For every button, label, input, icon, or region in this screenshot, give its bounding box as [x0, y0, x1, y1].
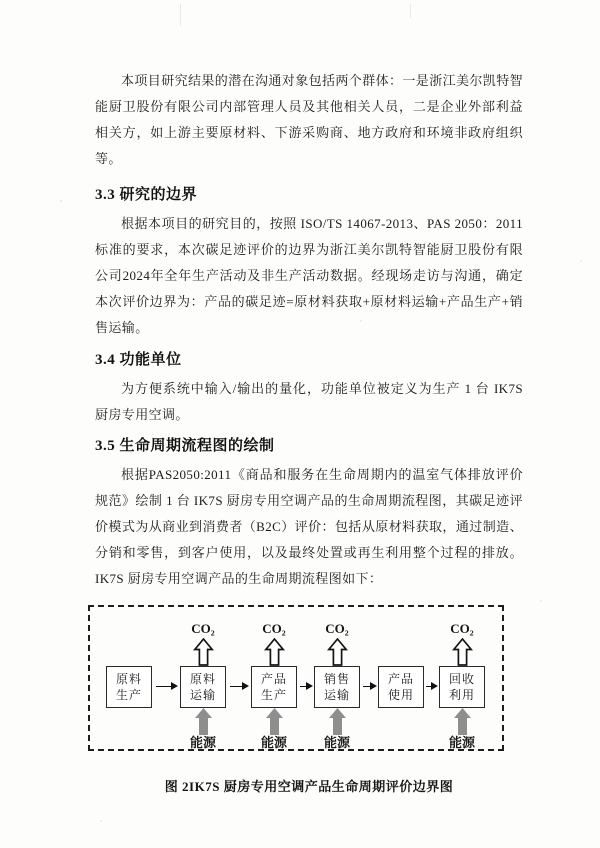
- flow-arrow-2-3: [230, 682, 249, 691]
- process-box-recycling: [439, 666, 485, 708]
- process-box-product-production: [251, 666, 297, 708]
- box-label-line: 使用: [387, 688, 414, 702]
- box-label-line: 利用: [448, 688, 475, 702]
- intro-paragraph: 本项目研究结果的潜在沟通对象包括两个群体：一是浙江美尔凯特智能厨卫股份有限公司内部管理人员及其他相关人员，二是企业外部利益相关方，如上游主要原材料、下游采购商、地方政府和环境非政府组织等。: [95, 73, 524, 166]
- energy-label: 能源: [189, 735, 216, 750]
- co2-up-arrow-icon: [193, 638, 214, 666]
- co2-up-arrow-icon: [452, 638, 473, 666]
- energy-input-group: [244, 708, 304, 754]
- energy-slot-empty: [99, 708, 159, 754]
- co2-slot-empty: [371, 607, 431, 666]
- energy-input-group: [432, 708, 492, 754]
- box-label-line: 销售: [323, 672, 350, 686]
- scan-noise: [60, 200, 62, 202]
- stage-raw-material-transport: [181, 607, 225, 754]
- energy-input-group: [307, 708, 367, 754]
- box-label-line: 原料: [189, 672, 216, 686]
- energy-label: 能源: [448, 735, 475, 750]
- co2-label: CO₂: [450, 621, 474, 636]
- energy-up-arrow-icon: [265, 708, 284, 735]
- co2-label: CO₂: [191, 621, 215, 636]
- box-label-line: 产品: [387, 672, 414, 686]
- co2-output-group: [173, 607, 233, 666]
- stage-product-use: [379, 607, 423, 754]
- section-3-4-heading: 3.4 功能单位: [95, 352, 182, 368]
- flow-arrow-4-5: [363, 682, 377, 691]
- section-3-3-body: 根据本项目的研究目的，按照 ISO/TS 14067-2013、PAS 2050：2011 标准的要求，本次碳足迹评价的边界为浙江美尔凯特智能厨卫股份有限公司2024年全年生产活动及非生产活动数据。经现场走访与沟通，确定本次评价边界为：产品的碳足迹=原材料获取+原材料运输+产品生产+销售运输。: [95, 216, 523, 335]
- energy-label: 能源: [260, 735, 287, 750]
- stage-recycling: [440, 607, 484, 754]
- section-3-4-body: 为方便系统中输入/输出的量化，功能单位被定义为生产 1 台 IK7S 厨房专用空调。: [95, 381, 523, 422]
- box-label-line: 原料: [115, 672, 142, 686]
- process-box-raw-material-transport: [180, 666, 226, 708]
- co2-output-group: [432, 607, 492, 666]
- figure-caption: 图 2IK7S 厨房专用空调产品生命周期评价边界图: [164, 779, 454, 794]
- scan-streak: [410, 4, 411, 18]
- box-label-line: 运输: [323, 688, 350, 702]
- box-label-line: 产品: [260, 672, 287, 686]
- section-3-3-heading: 3.3 研究的边界: [95, 187, 198, 203]
- flow-arrow-3-4: [300, 682, 313, 691]
- box-label-line: 生产: [115, 688, 142, 702]
- box-label-line: 回收: [448, 672, 475, 686]
- scan-streak: [180, 4, 181, 26]
- flow-arrow-1-2: [156, 682, 178, 691]
- process-box-product-use: [378, 666, 424, 708]
- co2-label: CO₂: [325, 621, 349, 636]
- co2-label: CO₂: [262, 621, 286, 636]
- section-3-5-heading: 3.5 生命周期流程图的绘制: [95, 438, 275, 454]
- co2-up-arrow-icon: [264, 638, 285, 666]
- section-3-5-body: 根据PAS2050:2011《商品和服务在生命周期内的温室气体排放评价规范》绘制 1 台 IK7S 厨房专用空调产品的生命周期流程图，其碳足迹评价模式为从商业到消费者（B2C）评价：包括从原材料获取，通过制造、分销和零售，到客户使用，以及最终处置或再生利用整个过程的排放。IK7S 厨房专用空调产品的生命周期流程图如下：: [95, 467, 523, 586]
- energy-up-arrow-icon: [328, 708, 347, 735]
- lifecycle-boundary-diagram: [88, 605, 504, 751]
- energy-input-group: [173, 708, 233, 754]
- stage-sales-transport: [315, 607, 359, 754]
- co2-output-group: [307, 607, 367, 666]
- box-label-line: 运输: [189, 688, 216, 702]
- energy-up-arrow-icon: [194, 708, 213, 735]
- energy-label: 能源: [323, 735, 350, 750]
- energy-slot-empty: [371, 708, 431, 754]
- energy-up-arrow-icon: [453, 708, 472, 735]
- flow-arrow-5-6: [426, 682, 438, 691]
- stage-raw-material-production: [107, 607, 151, 754]
- box-label-line: 生产: [260, 688, 287, 702]
- co2-slot-empty: [99, 607, 159, 666]
- process-box-raw-material-production: [106, 666, 152, 708]
- document-content: [95, 68, 523, 795]
- stage-product-production: [252, 607, 296, 754]
- co2-output-group: [244, 607, 304, 666]
- co2-up-arrow-icon: [327, 638, 348, 666]
- process-box-sales-transport: [314, 666, 360, 708]
